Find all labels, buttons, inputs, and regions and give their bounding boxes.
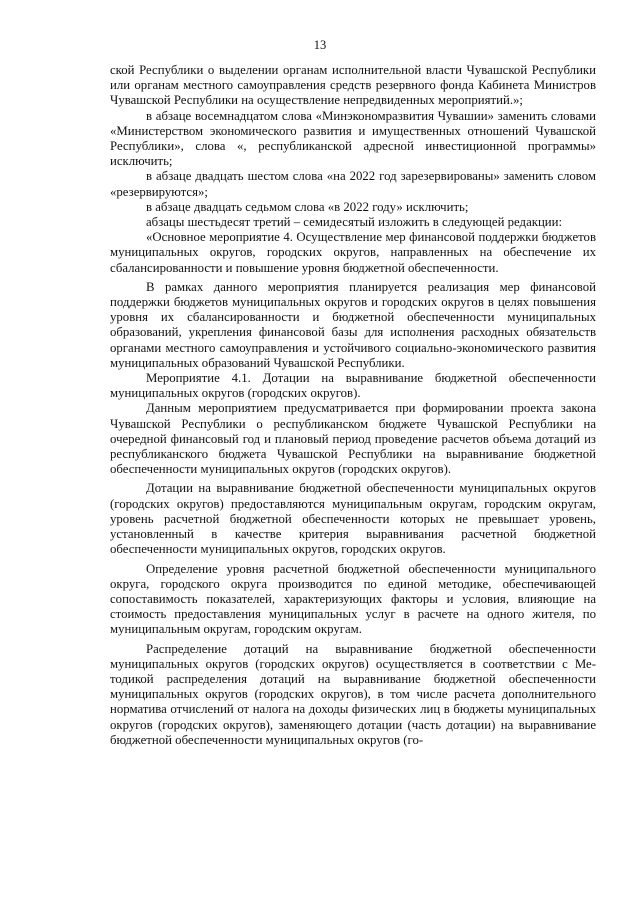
paragraph-main-measure-4: «Основное мероприятие 4. Осуществление мер финансовой поддержки бюджетов муниципальных округов, городских округов, направленных на обеспечение их сбалансированности и повышение уровня бюджетной обеспеченности. [110, 230, 596, 275]
paragraph-measure-4-1-calc: Данным мероприятием предусматривается при формировании проекта закона Чувашской Республики о республиканском бюджете Чувашской Республики на очередной финансовый год и плановый период проведение расчетов объема дотаций из республиканского бюджета Чувашской Республики на выравнивание бюджетной обеспеченности муниципальных округов (городских округов). [110, 401, 596, 477]
paragraph-amendment-27: в абзаце двадцать седьмом слова «в 2022 году» исключить; [146, 199, 469, 214]
paragraph-amendment-18: в абзаце восемнадцатом слова «Минэкономразвития Чувашии» заменить словами «Министерством экономического развития и имущественных отношений Чувашской Республики», слова «, республиканской адресной инвестиционной программы» исключить; [110, 108, 596, 169]
paragraph-amendment-63-70: абзацы шестьдесят третий – семидесятый изложить в следующей редакции: [146, 215, 563, 230]
paragraph-methodology: Определение уровня расчетной бюджетной обеспеченности муниципального округа, городского округа производится по единой методике, обеспечивающей сопоставимость показателей, характеризующих факторы и условия, влияющие на стоимость предоставления муниципальных услуг в расчете на одного жителя, по муниципальным округам, городским округам. [110, 561, 596, 637]
paragraph-measure-4-scope: В рамках данного мероприятия планируется реализация мер финансовой поддержки бюджетов муниципальных округов и городских округов в целях повышения уровня их сбалансированности и бюджетной обеспеченности муниципальных образований, укрепления финансовой базы для исполнения расходных обязательств органами местного самоуправления и устойчивого социально-экономического развития муниципальных образований Чувашской Республики. [110, 279, 596, 370]
paragraph-continuation: ской Республики о выделении органам исполнительной власти Чувашской Республики или органам местного самоуправления средств резервного фонда Кабинета Министров Чувашской Республики на осуществление непредвиденных мероприятий.»; [110, 63, 596, 108]
document-body [110, 63, 596, 748]
paragraph-distribution: Распределение дотаций на выравнивание бюджетной обеспеченности муниципальных округов (городских округов) осуществляется в соответствии с Методикой распределения дотаций на выравнивание бюджетной обеспеченности муниципальных округов (городских округов), в том числе расчета дополнительного норматива отчислений от налога на доходы физических лиц в бюджеты муниципальных округов (городских округов), заменяющего дотации (часть дотации) на выравнивание бюджетной обеспеченности муниципальных округов (го- [110, 641, 596, 747]
paragraph-subsidy-eligibility: Дотации на выравнивание бюджетной обеспеченности муниципальных округов (городских округов) предоставляются муниципальным округам, городским округам, уровень расчетной бюджетной обеспеченности которых не превышает уровень, установленный в качестве критерия выравнивания расчетной бюджетной обеспеченности муниципальных округов, городских округов. [110, 481, 596, 557]
page-number: 13 [313, 38, 327, 52]
paragraph-measure-4-1-title: Мероприятие 4.1. Дотации на выравнивание бюджетной обеспеченности муниципальных округов (городских округов). [110, 371, 596, 401]
paragraph-amendment-26: в абзаце двадцать шестом слова «на 2022 год зарезервированы» заменить словом «резервируются»; [110, 169, 596, 199]
